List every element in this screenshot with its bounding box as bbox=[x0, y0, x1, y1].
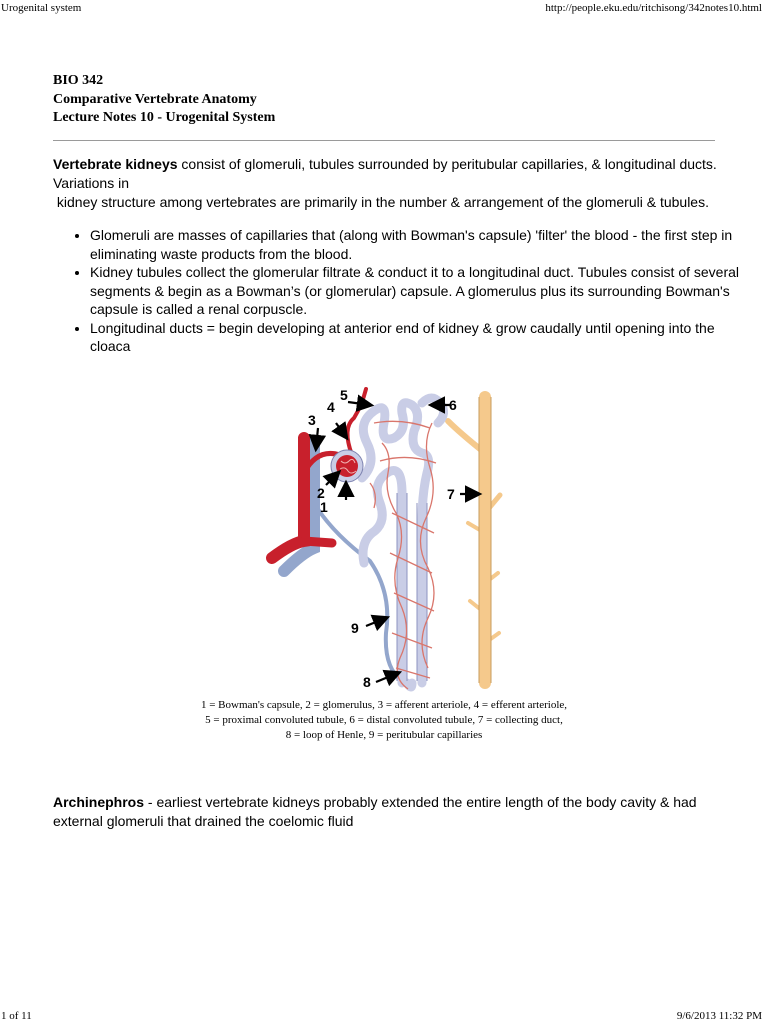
nephron-illustration bbox=[262, 383, 510, 695]
intro-text-1: consist of glomeruli, tubules surrounded by peritubular capillaries, & longitudinal ducts. bbox=[177, 156, 717, 172]
intro-line-3: kidney structure among vertebrates are primarily in the number & arrangement of the glomeruli & tubules. bbox=[53, 194, 709, 210]
intro-line-1 bbox=[53, 155, 721, 174]
course-code: BIO 342 bbox=[53, 73, 104, 88]
archinephros-term: Archinephros bbox=[53, 794, 145, 810]
bullet-list bbox=[53, 226, 758, 356]
intro-line-2: Variations in bbox=[53, 175, 130, 191]
print-datetime: 9/6/2013 11:32 PM bbox=[676, 1010, 762, 1022]
label-6: 6 bbox=[449, 397, 457, 413]
page-number: 1 of 11 bbox=[1, 1010, 32, 1022]
collecting-duct bbox=[448, 397, 500, 683]
nephron-diagram bbox=[262, 383, 510, 695]
lecture-title: Lecture Notes 10 - Urogenital System bbox=[53, 110, 276, 125]
horizontal-rule bbox=[53, 140, 715, 141]
label-5: 5 bbox=[340, 387, 348, 403]
glomerulus bbox=[336, 455, 358, 477]
label-1: 1 bbox=[320, 499, 328, 515]
list-item: • Glomeruli are masses of capillaries that (along with Bowman's capsule) 'filter' the blood - the first step in eliminating waste products from the blood. bbox=[90, 226, 758, 263]
label-4: 4 bbox=[327, 399, 335, 415]
list-item: • Kidney tubules collect the glomerular filtrate & conduct it to a longitudinal duct. Tubules consist of several segments & begin as a Bowman’s (or glomerular) capsule. A glomerulus plus its surrounding Bowman's capsule is called a renal corpuscle. bbox=[90, 263, 758, 319]
caption-line: 8 = loop of Henle, 9 = peritubular capillaries bbox=[285, 729, 483, 741]
print-header-title: Urogenital system bbox=[1, 2, 82, 14]
label-7: 7 bbox=[447, 486, 455, 502]
list-item: • Longitudinal ducts = begin developing at anterior end of kidney & grow caudally until opening into the cloaca bbox=[90, 319, 758, 356]
print-header-url[interactable]: http://people.eku.edu/ritchisong/342notes10.html bbox=[545, 2, 762, 14]
archinephros-paragraph bbox=[53, 793, 721, 831]
figure-caption bbox=[0, 698, 768, 743]
label-3: 3 bbox=[308, 412, 316, 428]
label-9: 9 bbox=[351, 620, 359, 636]
label-2: 2 bbox=[317, 485, 325, 501]
renal-tubule bbox=[362, 398, 444, 687]
intro-term: Vertebrate kidneys bbox=[53, 156, 178, 172]
intro-paragraph bbox=[53, 155, 721, 212]
label-8: 8 bbox=[363, 674, 371, 690]
course-name: Comparative Vertebrate Anatomy bbox=[53, 91, 257, 107]
archinephros-text: - earliest vertebrate kidneys probably extended the entire length of the body cavity & had external glomeruli that drained the coelomic fluid bbox=[53, 794, 697, 829]
course-heading bbox=[53, 72, 275, 128]
caption-line: 1 = Bowman's capsule, 2 = glomerulus, 3 = afferent arteriole, 4 = efferent arteriole, bbox=[200, 699, 568, 711]
caption-line: 5 = proximal convoluted tubule, 6 = distal convoluted tubule, 7 = collecting duct, bbox=[205, 714, 563, 726]
print-header bbox=[0, 2, 768, 18]
